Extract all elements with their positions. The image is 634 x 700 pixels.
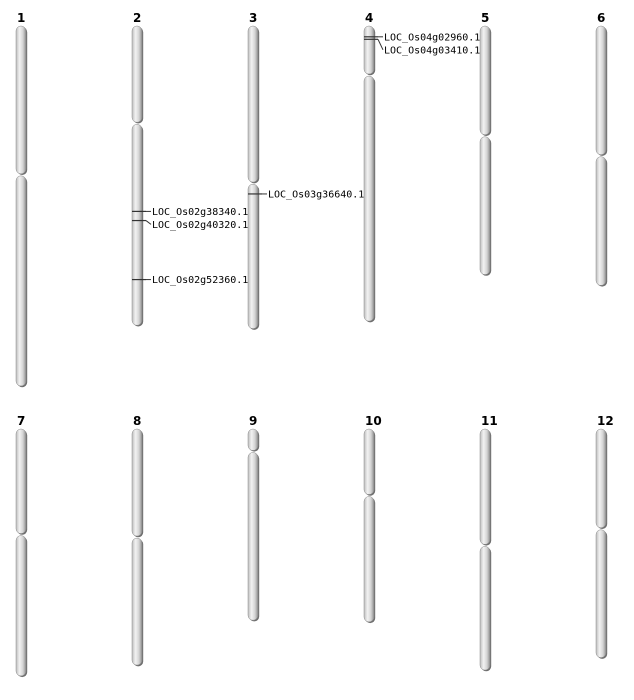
gene-label: LOC_Os02g38340.1 bbox=[152, 206, 249, 218]
chromosome-short-arm bbox=[596, 429, 606, 528]
chromosome-long-arm bbox=[132, 124, 142, 325]
chromosome-short-arm bbox=[248, 26, 258, 182]
chromosome-9 bbox=[248, 414, 259, 621]
chromosome-11 bbox=[480, 414, 498, 671]
chromosome-long-arm bbox=[364, 76, 374, 321]
gene-label: LOC_Os04g02960.1 bbox=[384, 32, 481, 44]
chromosome-long-arm bbox=[596, 530, 606, 658]
chromosome-1 bbox=[16, 11, 27, 387]
chromosome-long-arm bbox=[364, 497, 374, 622]
chromosome-short-arm bbox=[132, 429, 142, 536]
chromosome-long-arm bbox=[248, 184, 258, 328]
gene-marker bbox=[132, 220, 248, 231]
chromosome-long-arm bbox=[16, 176, 26, 386]
chromosome-short-arm bbox=[248, 429, 258, 450]
chromosome-short-arm bbox=[480, 26, 490, 135]
chromosome-short-arm bbox=[364, 26, 374, 74]
chromosome-short-arm bbox=[596, 26, 606, 155]
chromosome-short-arm bbox=[16, 26, 26, 174]
gene-marker bbox=[364, 32, 480, 43]
chromosome-8 bbox=[132, 414, 143, 666]
chromosome-6 bbox=[596, 11, 607, 287]
chromosome-long-arm bbox=[16, 536, 26, 676]
gene-leader-line bbox=[378, 39, 383, 50]
chromosome-long-arm bbox=[132, 538, 142, 665]
chromosome-label: 4 bbox=[365, 11, 374, 25]
chromosomes-layer bbox=[16, 11, 614, 677]
chromosome-short-arm bbox=[16, 429, 26, 534]
chromosome-label: 2 bbox=[133, 11, 142, 25]
chromosome-label: 6 bbox=[597, 11, 606, 25]
chromosome-5 bbox=[480, 11, 491, 276]
gene-marker bbox=[132, 207, 248, 218]
chromosome-label: 9 bbox=[249, 414, 258, 428]
gene-leader-line bbox=[146, 221, 151, 225]
chromosome-long-arm bbox=[248, 452, 258, 620]
chromosome-12 bbox=[596, 414, 614, 659]
chromosome-label: 3 bbox=[249, 11, 258, 25]
chromosome-long-arm bbox=[480, 137, 490, 275]
chromosome-label: 1 bbox=[17, 11, 26, 25]
chromosome-label: 12 bbox=[597, 414, 614, 428]
chromosome-10 bbox=[364, 414, 382, 623]
chromosome-label: 8 bbox=[133, 414, 142, 428]
gene-label: LOC_Os02g40320.1 bbox=[152, 219, 249, 231]
chromosome-short-arm bbox=[480, 429, 490, 544]
chromosome-short-arm bbox=[364, 429, 374, 495]
gene-label: LOC_Os02g52360.1 bbox=[152, 275, 249, 287]
gene-markers-layer bbox=[132, 32, 480, 286]
chromosome-3 bbox=[248, 11, 259, 330]
chromosome-4 bbox=[364, 11, 375, 322]
chromosome-label: 7 bbox=[17, 414, 26, 428]
chromosome-label: 5 bbox=[481, 11, 490, 25]
gene-marker bbox=[132, 275, 248, 286]
chromosome-long-arm bbox=[480, 546, 490, 670]
gene-label: LOC_Os04g03410.1 bbox=[384, 45, 481, 57]
chromosome-long-arm bbox=[596, 157, 606, 286]
chromosome-label: 11 bbox=[481, 414, 498, 428]
gene-marker bbox=[248, 189, 364, 200]
chromosome-label: 10 bbox=[365, 414, 382, 428]
chromosome-7 bbox=[16, 414, 27, 677]
gene-label: LOC_Os03g36640.1 bbox=[268, 189, 365, 201]
chromosome-short-arm bbox=[132, 26, 142, 122]
